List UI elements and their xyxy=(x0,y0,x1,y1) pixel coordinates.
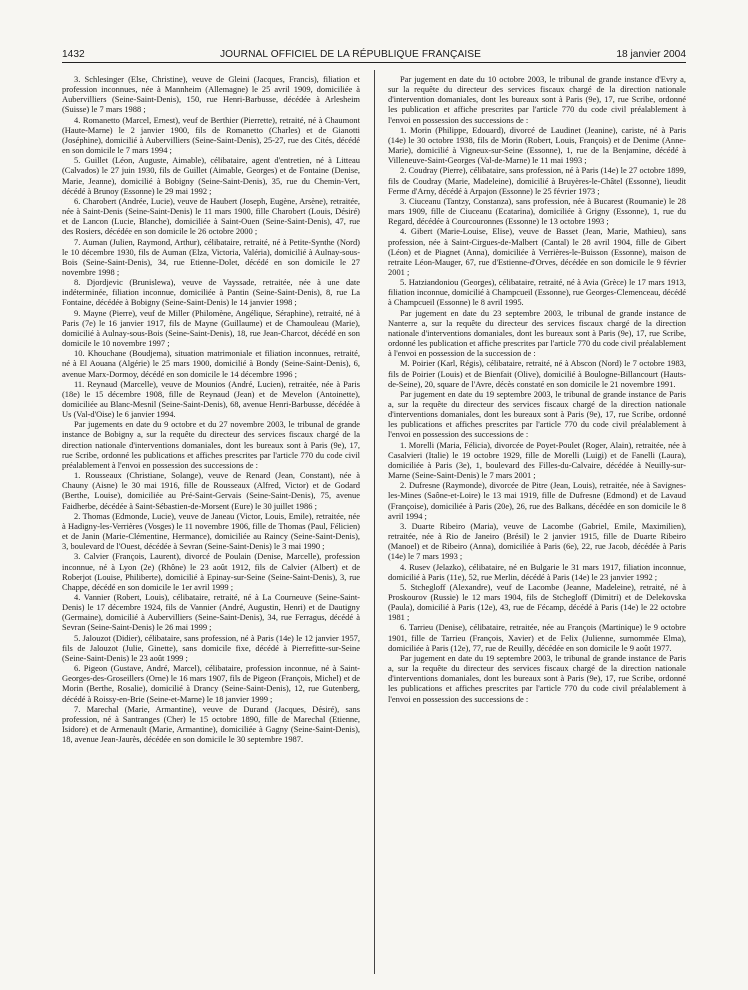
paragraph: 10. Khouchane (Boudjema), situation matrimoniale et filiation inconnues, retraité, né à El Aouana (Algérie) le 25 mars 1900, domicilié à Bondy (Seine-Saint-Denis), 6, avenue Marx-Dormoy, décédé en son domicile le 14 décembre 1996 ; xyxy=(62,348,360,379)
paragraph: Par jugement en date du 19 septembre 2003, le tribunal de grande instance de Paris a, sur la requête du directeur des services fiscaux chargé de la direction nationale d'interventions domaniales, dont les bureaux sont à Paris (9e), 17, rue Scribe, ordonné les publications et affiches prescrites par l'article 770 du code civil préalablement à l'envoi en possession des successions de : xyxy=(388,388,686,440)
paragraph: 2. Dufresne (Raymonde), divorcée de Pitre (Jean, Louis), retraitée, née à Savignes-les-Mines (Saône-et-Loire) le 13 mai 1919, fille de Dufresne (Edmond) et de Lavaud (Françoise), domiciliée à Paris (20e), 26, rue des Balkans, décédée en son domicile le 8 avril 1994 ; xyxy=(388,480,686,521)
paragraph: 7. Marechal (Marie, Armantine), veuve de Durand (Jacques, Désiré), sans profession, né à Santranges (Cher) le 15 octobre 1890, fille de Marechal (Etienne, Isidore) et de Armenault (Marie, Armantine), domiciliée à Gagny (Seine-Saint-Denis), 18, avenue Jean-Jaurès, décédée en son domicile le 30 septembre 1987. xyxy=(62,703,360,745)
paragraph: 4. Gibert (Marie-Louise, Elise), veuve de Basset (Jean, Marie, Mathieu), sans profession, née à Saint-Cirgues-de-Malbert (Cantal) le 28 avril 1904, fille de Gibert (Léon) et de Piagnet (Anna), domiciliée à Verrières-le-Buisson (Essonne), maison de retraite Léon-Mauger, 67, rue d'Estienne-d'Orves, décédée en son domicile le 9 février 2001 ; xyxy=(388,226,686,277)
paragraph: 5. Guillet (Léon, Auguste, Aimable), célibataire, agent d'entretien, né à Litteau (Calvados) le 27 juin 1930, fils de Guillet (Aimable, Georges) et de Fontaine (Denise, Marie, Jeanne), domicilié à Bobigny (Seine-Saint-Denis), 35, rue du Chemin-Vert, décédé à Brunoy (Essonne) le 29 mai 1992 ; xyxy=(62,155,360,196)
issue-date: 18 janvier 2004 xyxy=(616,49,686,60)
paragraph: Par jugement en date du 23 septembre 2003, le tribunal de grande instance de Nanterre a, sur la requête du directeur des services fiscaux chargé de la direction nationale d'interventions domaniales, dont les bureaux sont à Paris (9e), 17, rue Scribe, ordonné les publication et affiche prescrites par l'article 770 du code civil préalablement à l'envoi en possession de la succession de : xyxy=(388,307,686,359)
paragraph: 6. Tarrieu (Denise), célibataire, retraitée, née au François (Martinique) le 9 octobre 1901, fille de Tarrieu (François, Xavier) et de Felix (Julienne, surnommée Elma), domiciliée à Paris (12e), 77, rue de Reuilly, décédée en son domicile le 9 août 1977. xyxy=(388,622,686,653)
paragraph: 3. Ciuceanu (Tantzy, Constanza), sans profession, née à Bucarest (Roumanie) le 28 mars 1909, fille de Ciuceanu (Ecatarina), domiciliée à Grigny (Essonne), 1, rue du Regard, décédée à Courcouronnes (Essonne) le 13 octobre 1993 ; xyxy=(388,195,686,227)
paragraph: 5. Stchegloff (Alexandre), veuf de Lacombe (Jeanne, Madeleine), retraité, né à Proskourov (Russie) le 12 mars 1904, fils de Stchegloff (Dimitri) et de Delekovska (Paula), domicilié à Paris (12e), 43, rue de Fécamp, décédé à Paris (14e) le 22 octobre 1981 ; xyxy=(388,581,686,623)
paragraph: 6. Pigeon (Gustave, André, Marcel), célibataire, profession inconnue, né à Saint-Georges-des-Groseillers (Orne) le 16 mars 1907, fils de Pigeon (François, Michel) et de Morin (Berthe, Rosalie), domicilié à Drancy (Seine-Saint-Denis), 12, rue Gutenberg, décédé à Roissy-en-Brie (Seine-et-Marne) le 18 janvier 1999 ; xyxy=(62,663,360,704)
paragraph: 5. Jalouzot (Didier), célibataire, sans profession, né à Paris (14e) le 12 janvier 1957, fils de Jalouzot (Julie, Ginette), sans domicile fixe, décédé à Pierrefitte-sur-Seine (Seine-Saint-Denis) le 23 août 1999 ; xyxy=(62,632,360,663)
right-column xyxy=(388,74,686,704)
journal-title: JOURNAL OFFICIEL DE LA RÉPUBLIQUE FRANÇAISE xyxy=(219,49,482,60)
paragraph: 11. Reynaud (Marcelle), veuve de Mounios (André, Lucien), retraitée, née à Paris (18e) le 15 décembre 1908, fille de Reynaud (Jean) et de Mevelon (Antoinette), domiciliée au Blanc-Mesnil (Seine-Saint-Denis), 68, avenue Henri-Barbusse, décédée à Us (Val-d'Oise) le 6 janvier 1994. xyxy=(62,378,360,420)
paragraph: 3. Duarte Ribeiro (Maria), veuve de Lacombe (Gabriel, Emile, Maximilien), retraitée, née à Rio de Janeiro (Brésil) le 2 janvier 1915, fille de Duarte Ribeiro (Manoel) et de Ribeiro (Anna), domiciliée à Paris (6e), 22, rue Jacob, décédée à Paris (14e) le 7 mars 1993 ; xyxy=(388,520,686,562)
paragraph: 6. Charobert (Andrée, Lucie), veuve de Haubert (Joseph, Eugène, Arsène), retraitée, née à Saint-Denis (Seine-Saint-Denis) le 11 mars 1900, fille Charobert (Louis, Désiré) et de Lancon (Lucie, Blanche), domiciliée à Saint-Ouen (Seine-Saint-Denis), 47, rue des Rosiers, décédée en son domicile le 26 octobre 2000 ; xyxy=(62,195,360,237)
left-column xyxy=(62,74,360,744)
paragraph: 1. Morin (Philippe, Edouard), divorcé de Laudinet (Jeanine), cariste, né à Paris (14e) le 30 octobre 1938, fils de Morin (Robert, Louis, François) et de Denime (Anne-Marie), domicilié à Vigneux-sur-Seine (Essonne), 1, rue de la Benjamine, décédé à Villeneuve-Saint-Georges (Val-de-Marne) le 11 mai 1993 ; xyxy=(388,124,686,166)
paragraph: 9. Mayne (Pierre), veuf de Miller (Philomène, Angélique, Séraphine), retraité, né à Paris (7e) le 16 janvier 1917, fils de Mayne (Guillaume) et de Chamouleau (Marie), domicilié à Aulnay-sous-Bois (Seine-Saint-Denis), 18, rue Jean-Charcot, décédé en son domicile le 10 novembre 1997 ; xyxy=(62,307,360,349)
paragraph: 3. Schlesinger (Else, Christine), veuve de Gleini (Jacques, Francis), filiation et profession inconnues, née à Mannheim (Allemagne) le 25 avril 1909, domiciliée à Aubervilliers (Seine-Saint-Denis), 150, rue Henri-Barbusse, décédée à Arlesheim (Suisse) le 7 mars 1988 ; xyxy=(62,74,360,115)
paragraph: 2. Thomas (Edmonde, Lucie), veuve de Janeau (Victor, Louis, Emile), retraitée, née à Hadigny-les-Verrières (Vosges) le 11 novembre 1906, fille de Thomas (Paul, Félicien) et de Janin (Marie-Clémentine, Hermance), domiciliée au Raincy (Seine-Saint-Denis), 3, boulevard de l'Ouest, décédée à Sevran (Seine-Saint-Denis) le 3 mai 1990 ; xyxy=(62,510,360,552)
column-divider xyxy=(374,70,375,974)
paragraph: 5. Hatziandoniou (Georges), célibataire, retraité, né à Avia (Grèce) le 17 mars 1913, filiation inconnue, domicilié à Champcueil (Essonne), rue Georges-Clemenceau, décédé à Champcueil (Essonne) le 8 avril 1995. xyxy=(388,277,686,308)
paragraph: 4. Rusev (Jelazko), célibataire, né en Bulgarie le 31 mars 1917, filiation inconnue, domicilié à Paris (11e), 52, rue Merlin, décédé à Paris (14e) le 23 janvier 1992 ; xyxy=(388,561,686,582)
paragraph: M. Poirier (Karl, Régis), célibataire, retraité, né à Abscon (Nord) le 7 octobre 1983, fils de Poirier (Louis) et de Bienfait (Olive), domicilié à Boulogne-Billancourt (Hauts-de-Seine), 20, square de l'Avre, décès constaté en son domicile le 21 novembre 1991. xyxy=(388,358,686,389)
paragraph: Par jugements en date du 9 octobre et du 27 novembre 2003, le tribunal de grande instance de Bobigny a, sur la requête du directeur des services fiscaux chargé de la direction nationale d'interventions domaniales, dont les bureaux sont à Paris (9e), 17, rue Scribe, ordonné les publications et affiches prescrites par l'article 770 du code civil préalablement à l'envoi en possession des successions de : xyxy=(62,419,360,470)
paragraph: 2. Coudray (Pierre), célibataire, sans profession, né à Paris (14e) le 27 octobre 1899, fils de Coudray (Marie, Madeleine), domicilié à Bruyères-le-Châtel (Essonne), lieudit Ferme d'Arny, décédé à Arpajon (Essonne) le 25 février 1973 ; xyxy=(388,165,686,196)
paragraph: 4. Vannier (Robert, Louis), célibataire, retraité, né à La Courneuve (Seine-Saint-Denis) le 17 décembre 1924, fils de Vannier (André, Augustin, Henri) et de Dautigny (Germaine), domicilié à Aubervilliers (Seine-Saint-Denis), 34, rue Ferragus, décédé à Sevran (Seine-Saint-Denis) le 26 mai 1999 ; xyxy=(62,591,360,633)
header-rule xyxy=(62,62,686,63)
paragraph: 7. Auman (Julien, Raymond, Arthur), célibataire, retraité, né à Petite-Synthe (Nord) le 10 décembre 1930, fils de Auman (Elza, Victoria, Valéria), domicilié à Aulnay-sous-Bois (Seine-Saint-Denis), 34, rue Etienne-Dolet, décédé en son domicile le 27 novembre 1998 ; xyxy=(62,236,360,277)
page-header xyxy=(62,44,686,60)
paragraph: 8. Djordjevic (Brunislewa), veuve de Vayssade, retraitée, née à une date indéterminée, filiation inconnue, domiciliée à Pantin (Seine-Saint-Denis), 8, rue La Fontaine, décédée à Bobigny (Seine-Saint-Denis) le 14 janvier 1998 ; xyxy=(62,277,360,308)
page-number: 1432 xyxy=(62,49,85,60)
paragraph: 4. Romanetto (Marcel, Ernest), veuf de Berthier (Pierrette), retraité, né à Chaumont (Haute-Marne) le 2 janvier 1900, fils de Romanetto (Charles) et de Gianotti (Joséphine), domicilié à Aubervilliers (Seine-Saint-Denis), 25-27, rue des Cités, décédé en son domicile le 7 mars 1994 ; xyxy=(62,114,360,156)
paragraph: 3. Calvier (François, Laurent), divorcé de Poulain (Denise, Marcelle), profession inconnue, né à Lyon (2e) (Rhône) le 23 août 1912, fils de Calvier (Albert) et de Roberjot (Louise, Philiberte), domicilié à Epinay-sur-Seine (Seine-Saint-Denis), 3, rue Chappe, décédé en son domicile le 1er avril 1999 ; xyxy=(62,551,360,592)
paragraph: Par jugement en date du 19 septembre 2003, le tribunal de grande instance de Paris a, sur la requête du directeur des services fiscaux chargé de la direction nationale d'interventions domaniales, dont les bureaux sont à Paris (9e), 17, rue Scribe, ordonné les publications et affiches prescrites par l'article 770 du code civil préalablement à l'envoi en possession des successions de : xyxy=(388,652,686,704)
paragraph: 1. Rousseaux (Christiane, Solange), veuve de Renard (Jean, Constant), née à Chauny (Aisne) le 30 mai 1916, fille de Rousseaux (Alfred, Victor) et de Godard (Berthe, Louise), domiciliée au Pré-Saint-Gervais (Seine-Saint-Denis), 75, avenue Faidherbe, décédée à Saint-Sébastien-de-Morsent (Eure) le 30 juillet 1986 ; xyxy=(62,470,360,511)
paragraph: 1. Morelli (Maria, Félicia), divorcée de Poyet-Poulet (Roger, Alain), retraitée, née à Casalvieri (Italie) le 19 octobre 1929, fille de Morelli (Luigi) et de Fanelli (Laura), domiciliée à Paris (3e), 1, boulevard des Filles-du-Calvaire, décédée à Neuilly-sur-Marne (Seine-Saint-Denis) le 7 mars 2001 ; xyxy=(388,439,686,481)
paragraph: Par jugement en date du 10 octobre 2003, le tribunal de grande instance d'Evry a, sur la requête du directeur des services fiscaux chargé de la direction nationale d'intervention domaniales, dont les bureaux sont à Paris (9e), 17, rue Scribe, ordonné les publication et affiche prescrites par l'article 770 du code civil préalablement à l'envoi en possession des successions de : xyxy=(388,74,686,125)
